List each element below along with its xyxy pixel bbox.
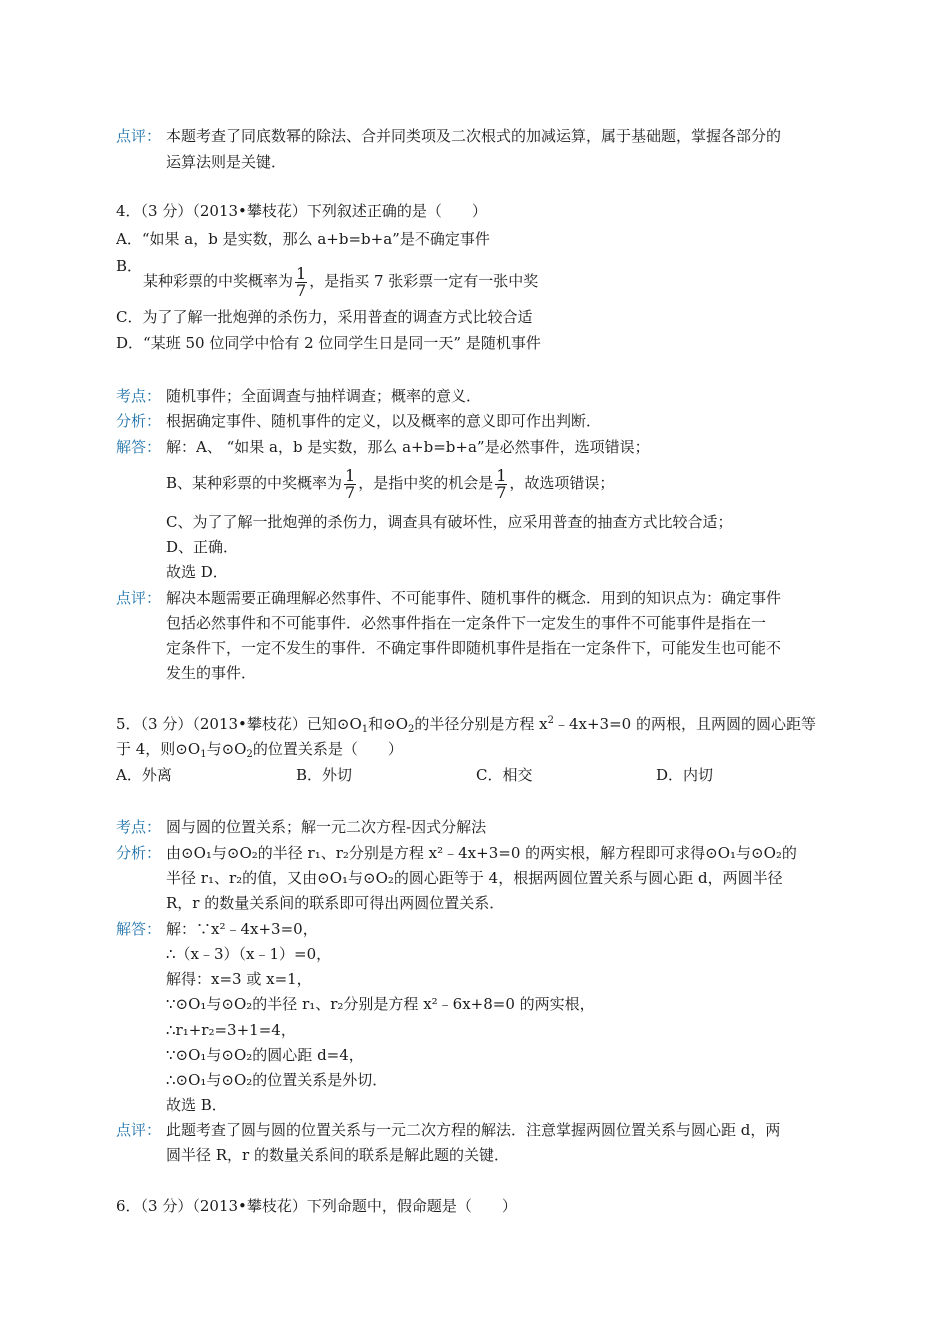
q4-kaodian-label: 考点： bbox=[116, 387, 162, 405]
q4-jieda-2-pre: B、某种彩票的中奖概率为 bbox=[166, 474, 343, 492]
q4-option-b-text bbox=[143, 262, 538, 300]
q4-option-a: A．“如果 a，b 是实数，那么 a+b=b+a”是不确定事件 bbox=[116, 230, 490, 248]
q4-kaodian: 随机事件；全面调查与抽样调查；概率的意义． bbox=[166, 387, 482, 405]
q4-jieda-2-post: ，故选项错误； bbox=[509, 474, 615, 492]
q4-jieda-label: 解答： bbox=[116, 438, 162, 456]
q6-stem: 6．（3 分）（2013•攀枝花）下列命题中，假命题是（ ） bbox=[116, 1197, 517, 1215]
q5-jieda-line-5: ∴r₁+r₂=3+1=4， bbox=[166, 1021, 296, 1039]
q4-option-c: C．为了了解一批炮弹的杀伤力，采用普查的调查方式比较合适 bbox=[116, 308, 533, 326]
q5-option-a: A．外离 bbox=[116, 766, 172, 784]
q5-stem-line-1 bbox=[116, 714, 816, 734]
q4-jieda-fraction-1 bbox=[344, 465, 356, 502]
q4-jieda-line-1: 解：A、 “如果 a，b 是实数，那么 a+b=b+a”是必然事件，选项错误； bbox=[166, 438, 650, 456]
q4-option-b-post: ，是指买 7 张彩票一定有一张中奖 bbox=[309, 272, 539, 290]
q5-dianping-label: 点评： bbox=[116, 1121, 162, 1139]
q5-jieda-line-6: ∵⊙O₁与⊙O₂的圆心距 d=4， bbox=[166, 1046, 364, 1064]
q5-stem-1a: 5．（3 分）（2013•攀枝花）已知⊙O bbox=[116, 715, 362, 733]
q4-jieda-line-4: D、正确． bbox=[166, 538, 239, 556]
q4-dianping-line-3: 定条件下，一定不发生的事件．不确定事件即随机事件是指在一定条件下，可能发生也可能不 bbox=[166, 639, 782, 657]
q5-option-b: B．外切 bbox=[296, 766, 353, 784]
subscript: 1 bbox=[361, 724, 369, 735]
q4-dianping-label: 点评： bbox=[116, 589, 162, 607]
q5-fenxi-line-3: R，r 的数量关系间的联系即可得出两圆位置关系． bbox=[166, 894, 505, 912]
q5-stem-2a: 于 4，则⊙O bbox=[116, 740, 201, 758]
q4-jieda-2-mid: ，是指中奖的机会是 bbox=[358, 474, 494, 492]
q5-kaodian: 圆与圆的位置关系；解一元二次方程-因式分解法 bbox=[166, 818, 487, 836]
subscript: 2 bbox=[246, 749, 253, 760]
q5-jieda-line-3: 解得：x=3 或 x=1， bbox=[166, 970, 312, 988]
q5-stem-1b: 和⊙O bbox=[368, 715, 408, 733]
q4-dianping-line-1: 解决本题需要正确理解必然事件、不可能事件、随机事件的概念．用到的知识点为：确定事件 bbox=[166, 589, 782, 607]
fraction-numerator: 1 bbox=[345, 465, 356, 485]
fraction-denominator: 7 bbox=[296, 280, 307, 300]
q4-fenxi-label: 分析： bbox=[116, 412, 162, 430]
q5-fenxi-label: 分析： bbox=[116, 844, 162, 862]
q4-stem: 4．（3 分）（2013•攀枝花）下列叙述正确的是（ ） bbox=[116, 202, 487, 220]
q5-stem-2b: 与⊙O bbox=[206, 740, 247, 758]
q5-jieda-label: 解答： bbox=[116, 920, 162, 938]
q5-option-d: D．内切 bbox=[656, 766, 714, 784]
fraction-numerator: 1 bbox=[296, 263, 307, 283]
q4-option-b-fraction bbox=[295, 263, 307, 300]
q3-dianping-line-1: 本题考查了同底数幂的除法、合并同类项及二次根式的加减运算，属于基础题，掌握各部分的 bbox=[166, 127, 782, 145]
q5-stem-1c: 的半径分别是方程 x bbox=[414, 715, 548, 733]
q5-jieda-line-2: ∴（x﹣3）（x﹣1）=0， bbox=[166, 945, 332, 963]
q5-jieda-line-4: ∵⊙O₁与⊙O₂的半径 r₁、r₂分别是方程 x²﹣6x+8=0 的两实根， bbox=[166, 995, 595, 1013]
q5-dianping-line-2: 圆半径 R，r 的数量关系间的联系是解此题的关键． bbox=[166, 1146, 510, 1164]
subscript: 1 bbox=[200, 749, 207, 760]
q4-jieda-fraction-2 bbox=[495, 465, 507, 502]
q4-dianping-line-4: 发生的事件． bbox=[166, 664, 257, 682]
q5-fenxi-line-2: 半径 r₁、r₂的值，又由⊙O₁与⊙O₂的圆心距等于 4，根据两圆位置关系与圆心距 d，两圆半径 bbox=[166, 869, 783, 887]
q5-stem-line-2 bbox=[116, 739, 403, 759]
q5-fenxi-line-1: 由⊙O₁与⊙O₂的半径 r₁、r₂分别是方程 x²﹣4x+3=0 的两实根，解方程即可求得⊙O₁与⊙O₂的 bbox=[166, 844, 797, 862]
q5-kaodian-label: 考点： bbox=[116, 818, 162, 836]
q4-jieda-line-2 bbox=[166, 463, 614, 503]
superscript: 2 bbox=[547, 715, 554, 726]
q5-dianping-line-1: 此题考查了圆与圆的位置关系与一元二次方程的解法．注意掌握两圆位置关系与圆心距 d，两 bbox=[166, 1121, 781, 1139]
fraction-numerator: 1 bbox=[496, 465, 507, 485]
q5-stem-2c: 的位置关系是（ ） bbox=[252, 740, 403, 758]
q3-dianping-line-2: 运算法则是关键． bbox=[166, 153, 287, 171]
subscript: 2 bbox=[408, 724, 415, 735]
q5-jieda-line-7: ∴⊙O₁与⊙O₂的位置关系是外切． bbox=[166, 1071, 388, 1089]
q4-jieda-line-3: C、为了了解一批炮弹的杀伤力，调查具有破坏性，应采用普查的抽查方式比较合适； bbox=[166, 513, 733, 531]
q5-stem-1d: ﹣4x+3=0 的两根，且两圆的圆心距等 bbox=[553, 715, 816, 733]
fraction-denominator: 7 bbox=[345, 482, 356, 502]
q3-dianping-label: 点评： bbox=[116, 127, 162, 145]
q5-jieda-line-8: 故选 B． bbox=[166, 1096, 227, 1114]
q4-fenxi: 根据确定事件、随机事件的定义，以及概率的意义即可作出判断． bbox=[166, 412, 602, 430]
q4-dianping-line-2: 包括必然事件和不可能事件．必然事件指在一定条件下一定发生的事件不可能事件是指在一 bbox=[166, 614, 767, 632]
q5-jieda-line-1: 解：∵x²﹣4x+3=0， bbox=[166, 920, 318, 938]
q5-option-c: C．相交 bbox=[476, 766, 533, 784]
fraction-denominator: 7 bbox=[496, 482, 507, 502]
q4-jieda-line-5: 故选 D． bbox=[166, 563, 228, 581]
q4-option-b-letter: B． bbox=[116, 257, 143, 275]
q4-option-b-pre: 某种彩票的中奖概率为 bbox=[143, 272, 294, 290]
q4-option-d: D．“某班 50 位同学中恰有 2 位同学生日是同一天” 是随机事件 bbox=[116, 334, 541, 352]
